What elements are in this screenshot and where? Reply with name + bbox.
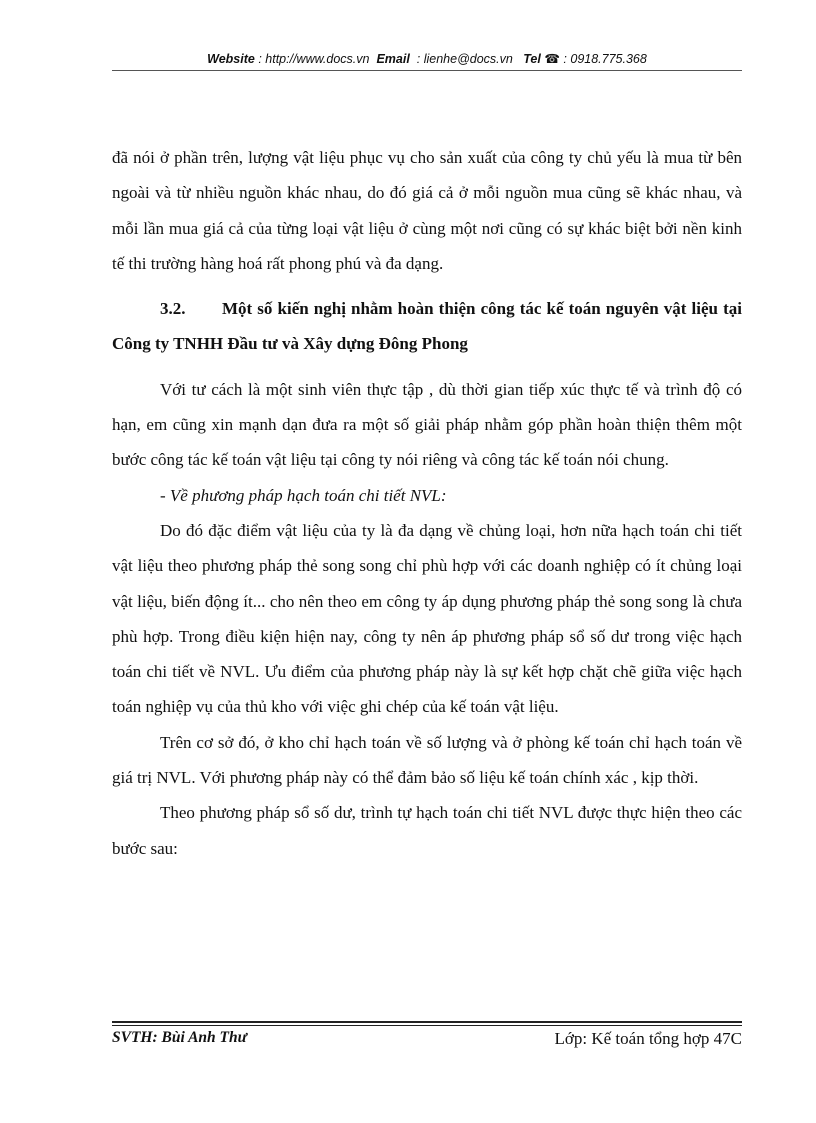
phone-icon: ☎ [544,52,560,66]
tel-value: : 0918.775.368 [563,52,647,66]
paragraph-5: Theo phương pháp sổ số dư, trình tự hạch toán chi tiết NVL được thực hiện theo các bước sau: [112,803,742,858]
email-value: : lienhe@docs.vn [416,52,513,66]
section-heading [112,291,742,362]
footer-divider-thick [112,1021,742,1023]
page-body [112,140,742,866]
paragraph-3: Do đó đặc điểm vật liệu của ty là đa dạng về chủng loại, hơn nữa hạch toán chi tiết vật liệu theo phương pháp thẻ song song chỉ phù hợp với các doanh nghiệp có ít chủng loại vật liệu, biến động ít... cho nên theo em công ty áp dụng phương pháp thẻ song song là chưa phù hợp. Trong điều kiện hiện nay, công ty nên áp phương pháp sổ số dư trong việc hạch toán chi tiết về NVL. Ưu điểm của phương pháp này là sự kết hợp chặt chẽ giữa việc hạch toán nghiệp vụ của thủ kho với việc ghi chép của kế toán vật liệu. [112,520,742,717]
page-header [112,51,742,66]
section-title: Một số kiến nghị nhằm hoàn thiện công tác kế toán nguyên vật liệu tại Công ty TNHH Đầu tư và Xây dựng Đông Phong [112,299,742,354]
header-divider [112,70,742,71]
section-number: 3.2. [160,299,186,319]
paragraph-1: đã nói ở phần trên, lượng vật liệu phục vụ cho sản xuất của công ty chủ yếu là mua từ bên ngoài và từ nhiều nguồn khác nhau, do đó giá cả ở mỗi nguồn mua cũng sẽ khác nhau, và mỗi lần mua giá cả của từng loại vật liệu ở cùng một nơi cũng có sự khác biệt bởi nền kinh tế thi trường hàng hoá rất phong phú và đa dạng. [112,148,742,273]
website-value: : http://www.docs.vn [258,52,370,66]
footer-class: Lớp: Kế toán tổng hợp 47C [554,1029,742,1048]
footer-divider-thin [112,1025,742,1026]
website-label: Website [207,52,255,66]
footer-student: SVTH: Bùi Anh Thư [112,1029,247,1046]
bullet-heading: - Về phương pháp hạch toán chi tiết NVL: [160,485,447,505]
paragraph-2: Với tư cách là một sinh viên thực tập , dù thời gian tiếp xúc thực tế và trình độ có hạn, em cũng xin mạnh dạn đưa ra một số giải pháp nhằm góp phần hoàn thiện thêm một bước công tác kế toán vật liệu tại công ty nói riêng và công tác kế toán nói chung. [112,379,742,470]
paragraph-4: Trên cơ sở đó, ở kho chỉ hạch toán về số lượng và ở phòng kế toán chỉ hạch toán về giá trị NVL. Với phương pháp này có thể đảm bảo số liệu kế toán chính xác , kịp thời. [112,732,742,788]
tel-label: Tel [523,52,541,66]
email-label: Email [376,52,410,66]
